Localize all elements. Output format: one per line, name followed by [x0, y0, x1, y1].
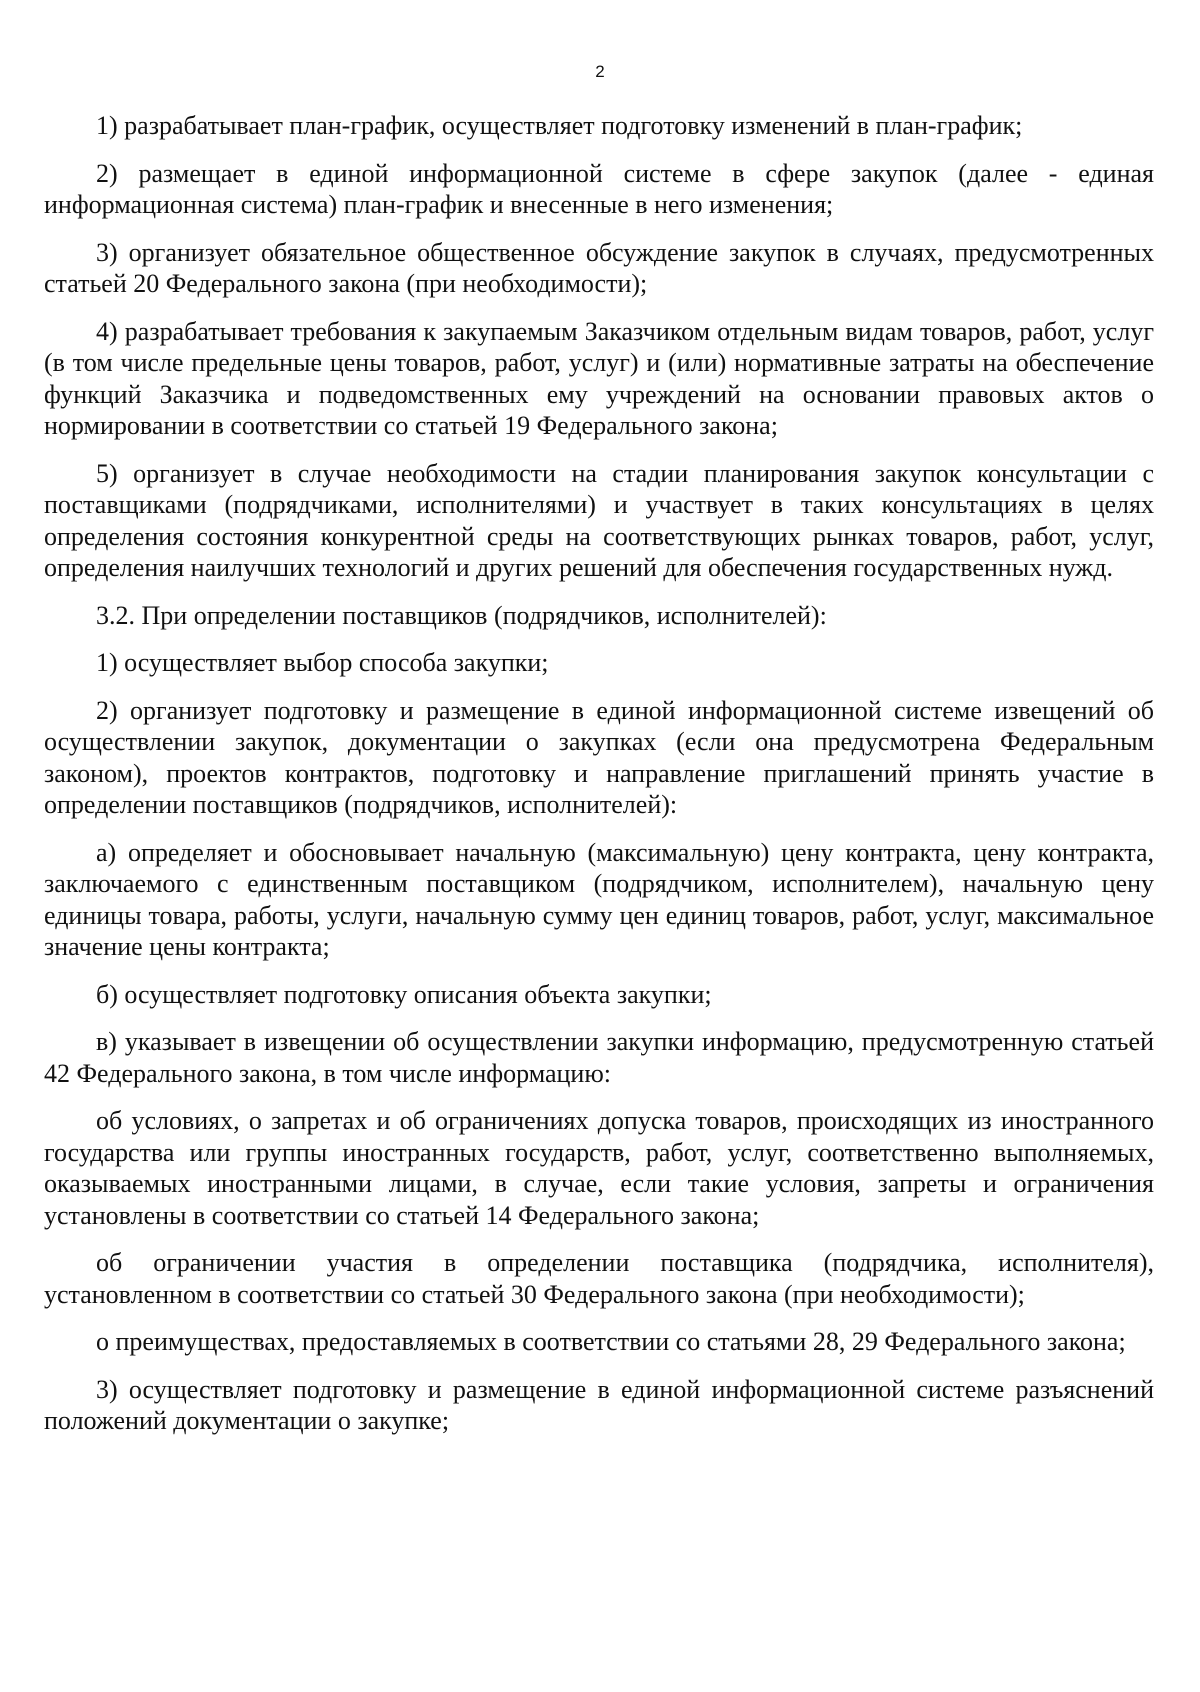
paragraph-preferences: о преимуществах, предоставляемых в соответствии со статьями 28, 29 Федерального закона; — [96, 1327, 1126, 1356]
page-number: 2 — [595, 62, 605, 81]
paragraph-clarifications: 3) осуществляет подготовку и размещение в единой информационной системе разъяснений положений документации о закупке; — [44, 1374, 1154, 1435]
paragraph-foreign-restrictions: об условиях, о запретах и об ограничениях допуска товаров, происходящих из иностранного государства или группы иностранных государств, работ, услуг, соответственно выполняемых, оказываемых иностранными лицами, в случае, если такие условия, запреты и ограничения установлены в соответствии со статьей 14 Федерального закона; — [44, 1106, 1154, 1230]
paragraph-notice-information: в) указывает в извещении об осуществлении закупки информацию, предусмотренную статьей 42 Федерального закона, в том числе информацию: — [44, 1027, 1154, 1088]
paragraph-object-description: б) осуществляет подготовку описания объекта закупки; — [96, 979, 712, 1009]
paragraph-initial-price: а) определяет и обосновывает начальную (максимальную) цену контракта, цену контракта, заключаемого с единственным поставщиком (подрядчиком, исполнителем), начальную цену единицы товара, работы, услуги, начальную сумму цен единиц товаров, работ, услуг, максимальное значение цены контракта; — [44, 837, 1154, 961]
paragraph-method-selection: 1) осуществляет выбор способа закупки; — [96, 648, 549, 677]
paragraph-public-discussion: 3) организует обязательное общественное обсуждение закупок в случаях, предусмотренных статьей 20 Федерального закона (при необходимости); — [44, 237, 1154, 298]
paragraph-notices-preparation: 2) организует подготовку и размещение в единой информационной системе извещений об осуществлении закупок, документации о закупках (если она предусмотрена Федеральным законом), проектов контрактов, подготовку и направление приглашений принять участие в определении поставщиков (подрядчиков, исполнителей): — [44, 695, 1154, 819]
paragraph-consultations: 5) организует в случае необходимости на стадии планирования закупок консультации с поставщиками (подрядчиками, исполнителями) и участвует в таких консультациях в целях определения состояния конкурентной среды на соответствующих рынках товаров, работ, услуг, определения наилучших технологий и других решений для обеспечения государственных нужд. — [44, 458, 1154, 582]
paragraph-publish-eis: 2) размещает в единой информационной системе в сфере закупок (далее - единая информационная система) план-график и внесенные в него изменения; — [44, 158, 1154, 219]
paragraph-requirements: 4) разрабатывает требования к закупаемым Заказчиком отдельным видам товаров, работ, услуг (в том числе предельные цены товаров, работ, услуг) и (или) нормативные затраты на обеспечение функций Заказчика и подведомственных ему учреждений на основании правовых актов о нормировании в соответствии со статьей 19 Федерального закона; — [44, 316, 1154, 440]
document-body — [44, 110, 1154, 1437]
paragraph-participation-limits: об ограничении участия в определении поставщика (подрядчика, исполнителя), установленном в соответствии со статьей 30 Федерального закона (при необходимости); — [44, 1248, 1154, 1309]
section-heading-3-2: 3.2. При определении поставщиков (подрядчиков, исполнителей): — [96, 600, 827, 630]
paragraph-plan-schedule: 1) разрабатывает план-график, осуществляет подготовку изменений в план-график; — [96, 111, 1023, 140]
